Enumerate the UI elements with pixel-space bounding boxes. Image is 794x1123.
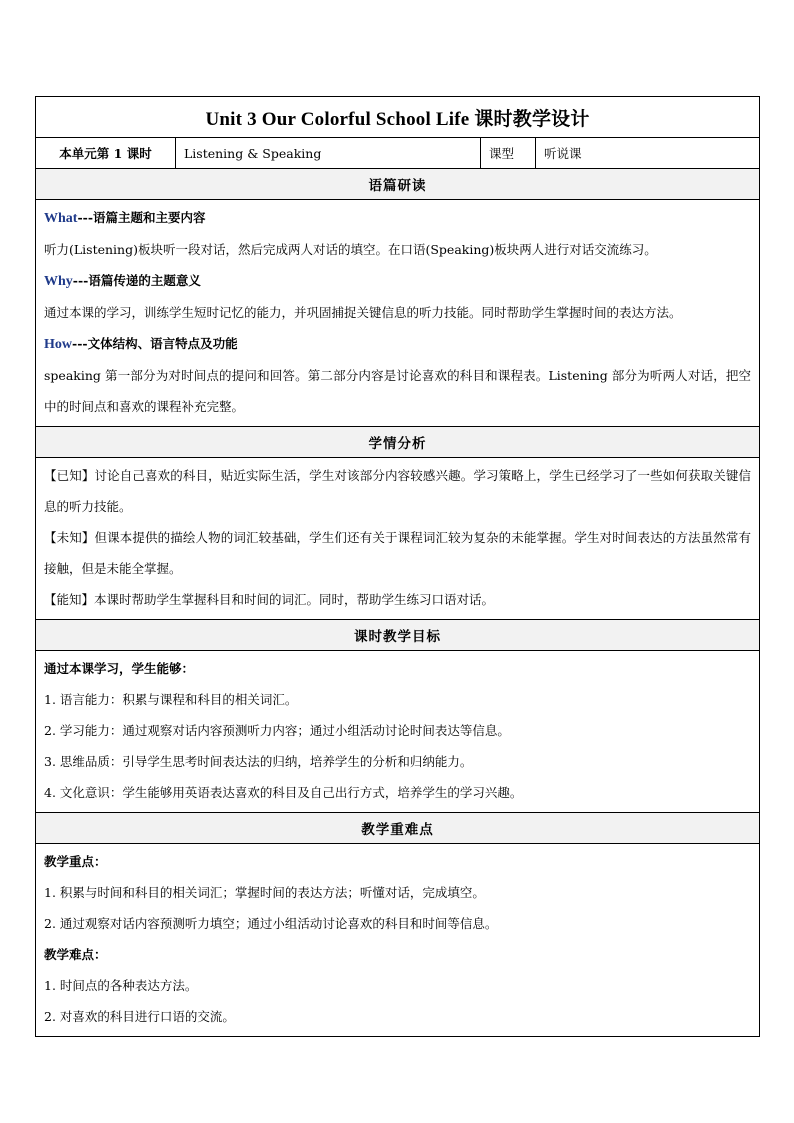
section-header-learner-analysis xyxy=(36,427,760,458)
lesson-type-value: 听说课 xyxy=(536,138,760,169)
lesson-number: 本单元第 1 课时 xyxy=(36,138,176,169)
section-header-text-study xyxy=(36,169,760,200)
section-body-objectives xyxy=(36,651,760,813)
why-label: ---语篇传递的主题意义 xyxy=(72,273,201,288)
what-heading xyxy=(44,202,751,234)
objective-item: 1. 语言能力：积累与课程和科目的相关词汇。 xyxy=(44,692,298,707)
difficult-point-item: 1. 时间点的各种表达方法。 xyxy=(44,978,198,993)
section-body-text-study xyxy=(36,200,760,427)
key-points-label: 教学重点： xyxy=(44,854,107,869)
how-key: How xyxy=(44,337,72,352)
key-point-item: 2. 通过观察对话内容预测听力填空；通过小组活动讨论喜欢的科目和时间等信息。 xyxy=(44,916,498,931)
lesson-plan-document xyxy=(35,96,759,1037)
objective-item: 4. 文化意识：学生能够用英语表达喜欢的科目及自己出行方式，培养学生的学习兴趣。 xyxy=(44,785,523,800)
section-heading: 教学重难点 xyxy=(36,813,760,844)
able-paragraph: 【能知】本课时帮助学生掌握科目和时间的词汇。同时，帮助学生练习口语对话。 xyxy=(44,592,495,607)
section-content xyxy=(36,651,760,813)
objectives-intro: 通过本课学习，学生能够： xyxy=(44,661,195,676)
difficult-points-label: 教学难点： xyxy=(44,947,107,962)
objective-item: 3. 思维品质：引导学生思考时间表达法的归纳，培养学生的分析和归纳能力。 xyxy=(44,754,473,769)
what-key: What xyxy=(44,211,78,226)
section-header-objectives xyxy=(36,620,760,651)
section-heading: 课时教学目标 xyxy=(36,620,760,651)
title-row xyxy=(36,97,760,138)
lesson-plan-table xyxy=(35,96,760,1037)
objective-item: 2. 学习能力：通过观察对话内容预测听力内容；通过小组活动讨论时间表达等信息。 xyxy=(44,723,510,738)
section-body-learner-analysis xyxy=(36,458,760,620)
document-title: Unit 3 Our Colorful School Life 课时教学设计 xyxy=(36,97,760,138)
key-point-item: 1. 积累与时间和科目的相关词汇；掌握时间的表达方法；听懂对话，完成填空。 xyxy=(44,885,485,900)
lesson-topic: Listening & Speaking xyxy=(176,138,481,169)
how-text: speaking 第一部分为对时间点的提问和回答。第二部分内容是讨论喜欢的科目和课程表。Listening 部分为听两人对话，把空中的时间点和喜欢的课程补充完整。 xyxy=(44,368,752,414)
section-heading: 学情分析 xyxy=(36,427,760,458)
why-text: 通过本课的学习，训练学生短时记忆的能力，并巩固捕捉关键信息的听力技能。同时帮助学生掌握时间的表达方法。 xyxy=(44,305,682,320)
section-content xyxy=(36,844,760,1037)
section-content xyxy=(36,200,760,427)
how-label: ---文体结构、语言特点及功能 xyxy=(72,336,238,351)
how-heading xyxy=(44,328,751,360)
section-header-key-difficult xyxy=(36,813,760,844)
why-heading xyxy=(44,265,751,297)
known-paragraph: 【已知】讨论自己喜欢的科目，贴近实际生活，学生对该部分内容较感兴趣。学习策略上，学生已经学习了一些如何获取关键信息的听力技能。 xyxy=(44,468,752,514)
section-body-key-difficult xyxy=(36,844,760,1037)
unknown-paragraph: 【未知】但课本提供的描绘人物的词汇较基础，学生们还有关于课程词汇较为复杂的未能掌握。学生对时间表达的方法虽然常有接触，但是未能全掌握。 xyxy=(44,530,752,576)
what-label: ---语篇主题和主要内容 xyxy=(77,210,206,225)
meta-row xyxy=(36,138,760,169)
what-text: 听力(Listening)板块听一段对话，然后完成两人对话的填空。在口语(Speaking)板块两人进行对话交流练习。 xyxy=(44,242,657,257)
section-content xyxy=(36,458,760,620)
lesson-type-label: 课型 xyxy=(481,138,536,169)
why-key: Why xyxy=(44,274,73,289)
section-heading: 语篇研读 xyxy=(36,169,760,200)
difficult-point-item: 2. 对喜欢的科目进行口语的交流。 xyxy=(44,1009,235,1024)
